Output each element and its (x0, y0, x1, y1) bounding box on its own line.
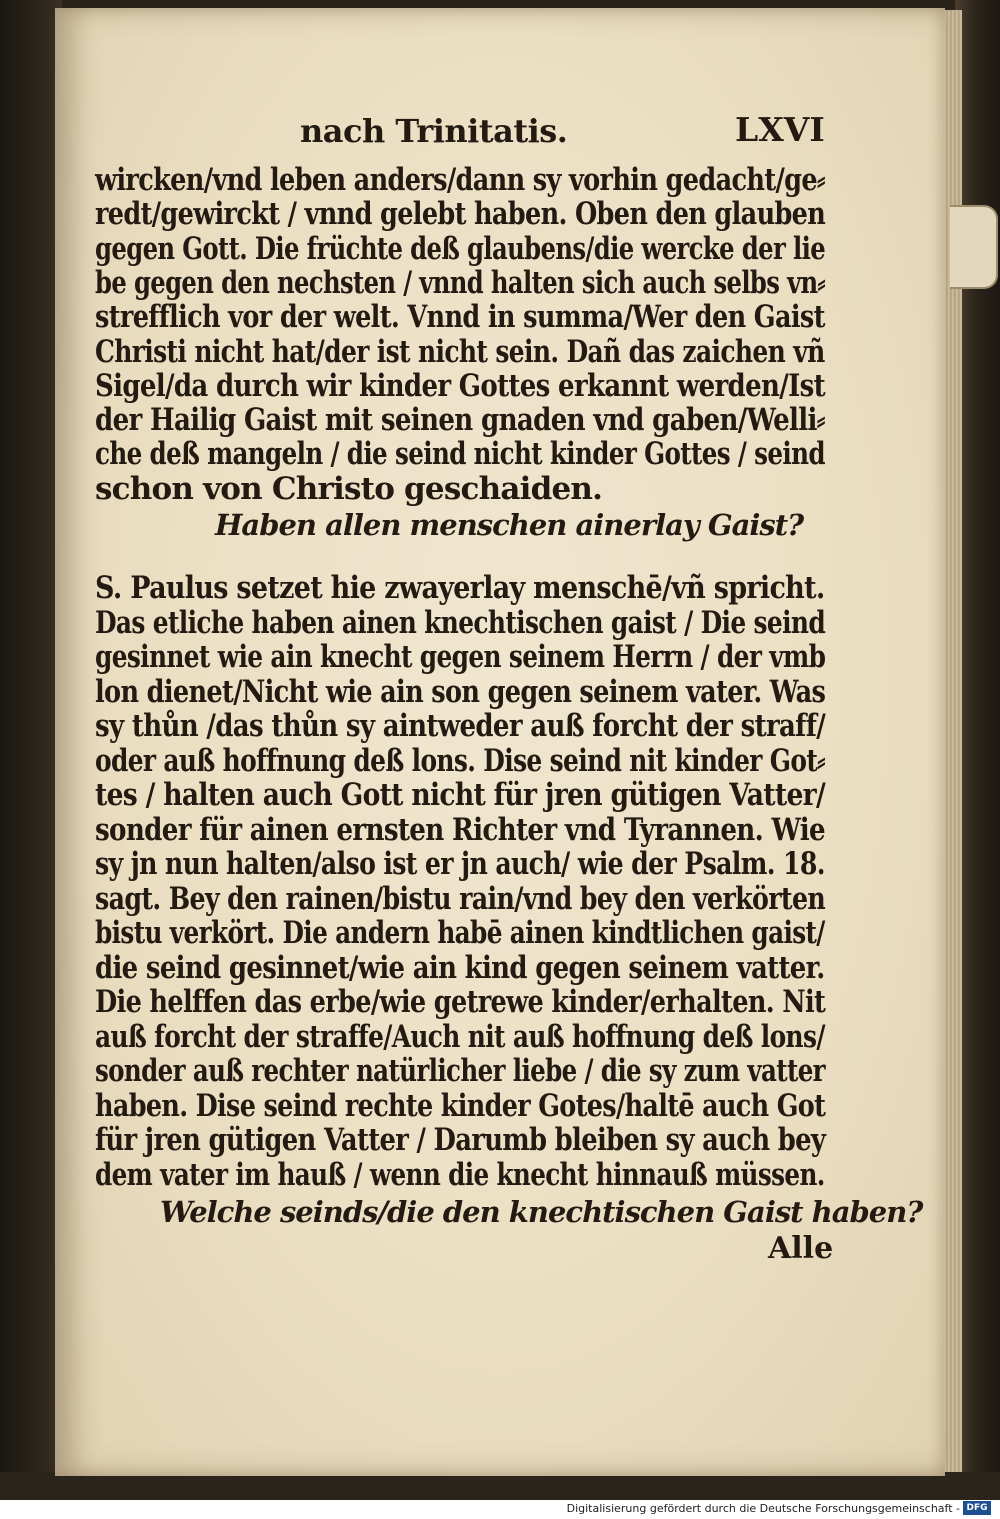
text-line: dem vater im hauß / wenn die knecht hinnauß müssen. (95, 1156, 825, 1193)
text-line: gesinnet wie ain knecht gegen seinem Herrn / der vmb (95, 639, 826, 675)
text-line: sonder für ainen ernsten Richter vnd Tyrannen. Wie (95, 811, 825, 848)
text-line: lon dienet/Nicht wie ain son gegen seinem vater. Was (95, 673, 826, 710)
section-heading-2: Welche seinds/die den knechtischen Gaist haben? (160, 1195, 923, 1229)
text-line: strefflich vor der welt. Vnnd in summa/Wer den Gaist (95, 299, 825, 336)
text-line: tes / halten auch Gott nicht für jren gütigen Vatter/ (95, 777, 825, 813)
scan-background-bottom (0, 1472, 1000, 1500)
text-line: S. Paulus setzet hie zwayerlay menschē/vñ spricht. (95, 570, 825, 606)
text-line: Die helffen das erbe/wie getrewe kinder/erhalten. Nit (95, 984, 826, 1020)
book-gutter (0, 0, 62, 1500)
text-line: auß forcht der straffe/Auch nit auß hoffnung deß lons/ (95, 1018, 825, 1055)
page-tab-marker (950, 205, 998, 289)
text-line: für jren gütigen Vatter / Darumb bleiben sy auch bey (95, 1122, 826, 1158)
section-heading-1: Haben allen menschen ainerlay Gaist? (215, 508, 804, 542)
running-title: nach Trinitatis. (300, 112, 568, 150)
folio-number: LXVI (735, 110, 825, 149)
text-line: Sigel/da durch wir kinder Gottes erkannt werden/Ist (95, 367, 825, 404)
text-line: bistu verkört. Die andern habē ainen kindtlichen gaist/ (95, 915, 825, 951)
text-line: schon von Christo geschaiden. (95, 470, 603, 507)
text-line: che deß mangeln / die seind nicht kinder Gottes / seind (95, 436, 825, 473)
text-line: be gegen den nechsten / vnnd halten sich auch selbs vn⸗ (95, 264, 826, 301)
text-line: Christi nicht hat/der ist nicht sein. Dañ das zaichen vñ (95, 333, 825, 370)
text-line: die seind gesinnet/wie ain kind gegen seinem vatter. (95, 949, 825, 986)
text-line: oder auß hoffnung deß lons. Dise seind nit kinder Got⸗ (95, 742, 825, 779)
text-line: sy thůn /das thůn sy aintweder auß forcht der straff/ (95, 708, 826, 744)
text-line: Das etliche haben ainen knechtischen gaist / Die seind (95, 604, 826, 641)
text-line: gegen Gott. Die früchte deß glaubens/die wercke der lie (95, 230, 826, 267)
text-line: der Hailig Gaist mit seinen gnaden vnd gaben/Welli⸗ (95, 402, 825, 439)
catchword: Alle (768, 1231, 834, 1266)
text-line: redt/gewirckt / vnnd gelebt haben. Oben den glauben (95, 196, 826, 233)
footer-credit: Digitalisierung gefördert durch die Deutsche Forschungsgemeinschaft - (566, 1502, 960, 1515)
text-line: sy jn nun halten/also ist er jn auch/ wie der Psalm. 18. (95, 846, 825, 882)
text-line: haben. Dise seind rechte kinder Gotes/haltē auch Got (95, 1087, 826, 1124)
text-line: wircken/vnd leben anders/dann sy vorhin gedacht/ge⸗ (95, 162, 825, 198)
dfg-logo: DFG (963, 1501, 991, 1515)
text-line: sagt. Bey den rainen/bistu rain/vnd bey den verkörten (95, 880, 826, 917)
text-line: sonder auß rechter natürlicher liebe / die sy zum vatter (95, 1053, 825, 1089)
